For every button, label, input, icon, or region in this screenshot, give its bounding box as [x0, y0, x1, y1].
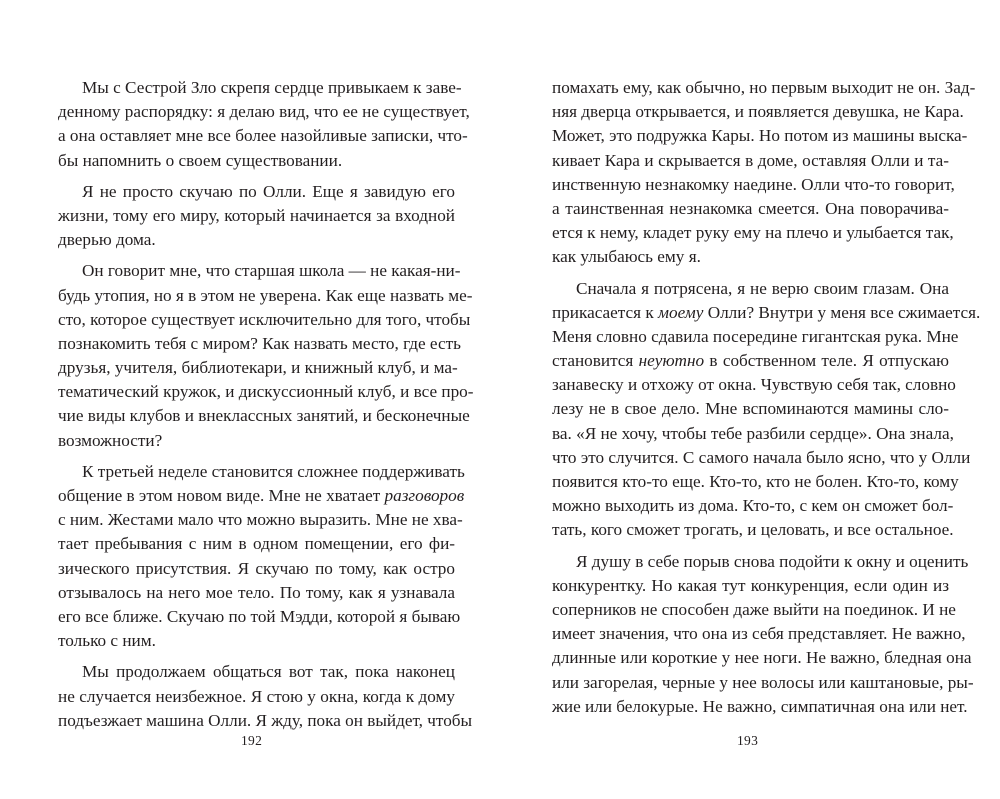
text-line: Я душу в себе порыв снова подойти к окну и оценить: [576, 551, 969, 571]
text-line: бы напомнить о своем существовании.: [58, 150, 343, 170]
text-line: не случается неизбежное. Я стою у окна, когда к дому: [58, 686, 455, 706]
text-line: жизни, тому его миру, который начинается за входной: [58, 205, 455, 225]
text-line: чие виды клубов и внеклассных занятий, и бесконечные: [58, 406, 470, 426]
text-line: сто, которое существует исключительно для того, чтобы: [58, 309, 471, 329]
text-line: К третьей неделе становится сложнее поддерживать: [82, 461, 465, 481]
text-line: соперников не способен даже выйти на поединок. И не: [552, 599, 956, 619]
text-line: а таинственная незнакомка смеется. Она поворачива-: [552, 198, 949, 218]
text-line: [552, 301, 981, 325]
text-line: тает пребывания с ним в одном помещении, его фи-: [58, 534, 455, 554]
text-line: помахать ему, как обычно, но первым выходит не он. Зад-: [552, 78, 976, 97]
text-line: Меня словно сдавила посередине гигантская рука. Мне: [552, 326, 959, 346]
text-line: познакомить тебя с миром? Как назвать место, где есть: [58, 333, 461, 353]
text-line: лезу не в свое дело. Мне вспоминаются мамины сло-: [552, 399, 949, 419]
text-line: Он говорит мне, что старшая школа — не какая-ни-: [82, 261, 461, 281]
text-fragment: в собственном теле. Я отпускаю: [709, 351, 950, 371]
text-line: отзывалось на него мое тело. По тому, как я узнавала: [58, 582, 455, 602]
text-line: жие или белокурые. Не важно, симпатичная она или нет.: [552, 696, 968, 716]
text-line: что это случится. С самого начала было ясно, что у Олли: [552, 447, 971, 467]
page-number: 193: [737, 733, 759, 748]
left-page: [58, 76, 474, 733]
text-line: Сначала я потрясена, я не верю своим глазам. Она: [576, 278, 949, 298]
text-line: [58, 484, 465, 508]
text-line: или загорелая, черные у нее волосы или каштановые, ры-: [552, 672, 974, 692]
text-line: Мы с Сестрой Зло скрепя сердце привыкаем к заве-: [82, 78, 462, 97]
emphasis-text: моему: [658, 302, 704, 322]
text-fragment: Олли? Внутри у меня все сжимается.: [707, 302, 981, 322]
text-line: Может, это подружка Кары. Но потом из машины выска-: [552, 126, 968, 146]
text-line: занавеску и отхожу от окна. Чувствую себя так, словно: [552, 375, 956, 395]
text-fragment: становится: [552, 351, 634, 371]
text-line: его все ближе. Скучаю по той Мэдди, которой я бываю: [58, 606, 461, 626]
text-line: конкурентку. Но какая тут конкуренция, если один из: [552, 575, 949, 595]
text-line: а она оставляет мне все более назойливые записки, что-: [58, 126, 468, 146]
text-fragment: общение в этом новом виде. Мне не хватает: [58, 486, 381, 505]
text-line: возможности?: [58, 430, 163, 450]
text-line: [552, 349, 949, 373]
text-line: с ним. Жестами мало что можно выразить. Мне не хва-: [58, 510, 463, 530]
text-line: ется к нему, кладет руку ему на плечо и улыбается так,: [552, 223, 954, 243]
text-line: инственную незнакомку наедине. Олли что-то говорит,: [552, 174, 955, 194]
text-line: друзья, учителя, библиотекари, и книжный клуб, и ма-: [58, 358, 458, 378]
text-line: появится кто-то еще. Кто-то, кто не болен. Кто-то, кому: [552, 472, 959, 491]
emphasis-text: разговоров: [384, 486, 465, 505]
text-line: ва. «Я не хочу, чтобы тебе разбили сердце». Она знала,: [552, 423, 954, 443]
text-line: Я не просто скучаю по Олли. Еще я завидую его: [82, 181, 455, 201]
right-page: [552, 76, 981, 719]
text-line: денному распорядку: я делаю вид, что ее не существует,: [58, 102, 470, 122]
emphasis-text: неуютно: [638, 351, 705, 371]
text-line: можно выходить из дома. Кто-то, с кем он сможет бол-: [552, 496, 954, 516]
text-line: будь утопия, но я в этом не уверена. Как еще назвать ме-: [58, 285, 473, 305]
text-line: зического присутствия. Я скучаю по тому, как остро: [58, 558, 455, 578]
text-line: кивает Кара и скрывается в доме, оставляя Олли и та-: [552, 150, 949, 170]
text-line: только с ним.: [58, 631, 156, 651]
text-line: тематический кружок, и дискуссионный клуб, и все про-: [58, 382, 474, 402]
page-number: 192: [241, 733, 263, 748]
text-line: имеет значения, что она из себя представляет. Не важно,: [552, 624, 966, 644]
text-line: длинные или короткие у нее ноги. Не важно, бледная она: [552, 648, 972, 668]
text-line: подъезжает машина Олли. Я жду, пока он выйдет, чтобы: [58, 710, 473, 730]
text-line: Мы продолжаем общаться вот так, пока наконец: [82, 662, 455, 682]
text-line: няя дверца открывается, и появляется девушка, не Кара.: [552, 102, 964, 122]
text-line: тать, кого сможет трогать, и целовать, и все остальное.: [552, 520, 954, 540]
text-fragment: прикасается к: [552, 302, 654, 322]
text-line: дверью дома.: [58, 230, 156, 250]
text-line: как улыбаюсь ему я.: [552, 247, 701, 267]
